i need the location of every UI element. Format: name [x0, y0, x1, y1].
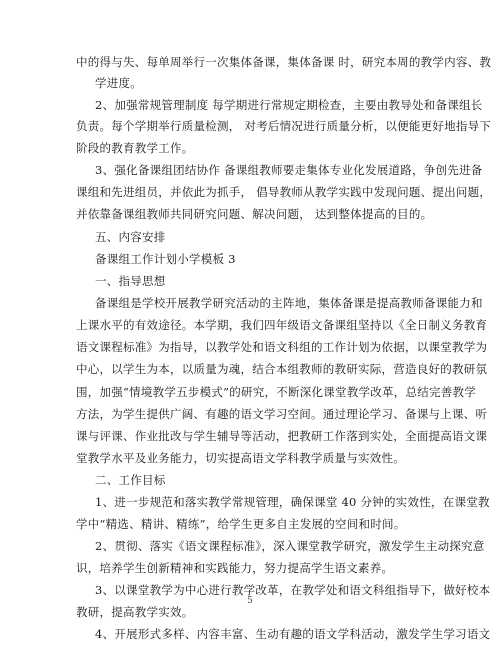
text-line: 3、以课堂教学为中心进行教学改革，在教学处和语文科组指导下，做好校本	[95, 583, 491, 597]
text-line: 并依靠备课组教师共同研究问题、解决问题， 达到整体提高的目的。	[76, 207, 433, 221]
text-line: 备课组是学校开展教学研究活动的主阵地，集体备课是提高教师备课能力和	[95, 296, 483, 310]
text-line: 识，培养学生创新精神和实践能力，努力提高学生语文素养。	[76, 561, 394, 575]
text-line: 语文课程标准》为指导，以教学处和语文科组的工作计划为依据，以课堂教学为	[76, 340, 488, 354]
text-line: 上课水平的有效途径。本学期，我们四年级语文备课组坚持以《全日制义务教育	[76, 318, 488, 332]
page-number: 5	[247, 596, 253, 606]
text-line: 4、开展形式多样、内容丰富、生动有趣的语文学科活动，激发学生学习语文	[95, 627, 491, 641]
text-line: 围，加强“情境教学五步模式”的研究，不断深化课堂教学改革，总结完善教学	[76, 385, 477, 399]
text-line: 2、加强常规管理制度 每学期进行常规定期检查，主要由教导处和备课组长	[95, 98, 483, 112]
text-line: 2、贯彻、落实《语文课程标准》，深入课堂教学研究，激发学生主动探究意	[95, 539, 485, 553]
text-line: 阶段的教育教学工作。	[76, 141, 194, 155]
text-line: 中心，以学生为本，以质量为魂，结合本组教师的教研实际，营造良好的教研氛	[76, 362, 488, 376]
text-line: 堂教学水平及业务能力，切实提高语文学科教学质量与实效性。	[76, 451, 405, 465]
text-line: 1、进一步规范和落实教学常规管理，确保课堂 40 分钟的实效性，在课堂教	[95, 495, 490, 509]
text-line: 3、强化备课组团结协作 备课组教师要走集体专业化发展道路，争创先进备	[95, 163, 483, 177]
text-line: 教研，提高教学实效。	[76, 605, 194, 619]
text-line: 负责。每个学期举行质量检测， 对考后情况进行质量分析，以便能更好地指导下	[76, 119, 492, 133]
text-line: 课组和先进组员，并依此为抓手， 倡导教师从教学实践中发现问题、提出问题，	[76, 185, 492, 199]
text-line: 学中“精选、精讲、精练”，给学生更多自主发展的空间和时间。	[76, 517, 406, 531]
text-line: 备课组工作计划小学模板 3	[95, 252, 236, 266]
text-line: 学进度。	[95, 76, 142, 90]
text-line: 方法，为学生提供广阔、有趣的语文学习空间。通过理论学习、备课与上课、听	[76, 407, 488, 421]
text-line: 课与评课、作业批改与学生辅导等活动，把教研工作落到实处，全面提高语文课	[76, 429, 488, 443]
text-line: 一、指导思想	[95, 274, 166, 288]
text-line: 中的得与失、每单周举行一次集体备课，集体备课 时，研究本周的教学内容、教	[76, 55, 492, 69]
text-line: 二、工作目标	[95, 473, 166, 487]
text-line: 五、内容安排	[95, 230, 166, 244]
